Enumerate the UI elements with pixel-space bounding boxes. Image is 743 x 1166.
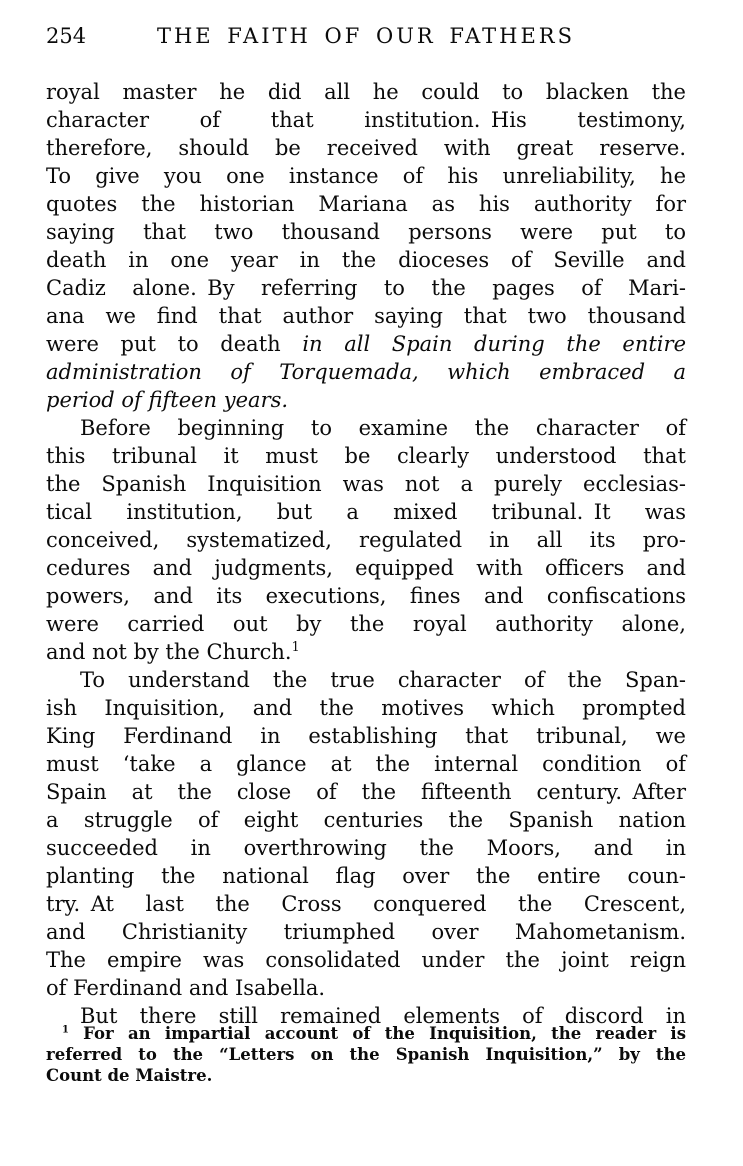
page-body: [46, 78, 686, 1030]
footnote-ref: 1: [62, 1024, 69, 1036]
body-line: [46, 190, 686, 218]
fn-line: [46, 1044, 686, 1065]
body-line: [46, 666, 686, 694]
body-line: [46, 386, 686, 414]
body-line: [46, 554, 686, 582]
body-line: [46, 358, 686, 386]
text-run: tical institution, but a mixed tribunal. It was: [46, 500, 686, 524]
body-line: [46, 946, 686, 974]
text-run: succeeded in overthrowing the Moors, and in: [46, 836, 686, 860]
text-run: a struggle of eight centuries the Spanish nation: [46, 808, 686, 832]
text-run: ish Inquisition, and the motives which prompted: [46, 696, 686, 720]
footnote-ref: 1: [291, 639, 300, 654]
body-line: [46, 750, 686, 778]
body-line: [46, 106, 686, 134]
text-run: King Ferdinand in establishing that tribunal, we: [46, 724, 686, 748]
text-run: character of that institution. His testimony,: [46, 108, 686, 132]
body-line: [46, 414, 686, 442]
text-run: The empire was consolidated under the joint reign: [46, 948, 686, 972]
text-run: Spain at the close of the fifteenth century. After: [46, 780, 686, 804]
body-line: [46, 442, 686, 470]
text-run: were put to death: [46, 332, 303, 356]
italic-text-run: period of fifteen years.: [46, 388, 289, 412]
body-line: [46, 162, 686, 190]
body-line: [46, 834, 686, 862]
text-run: quotes the historian Mariana as his authority for: [46, 192, 686, 216]
text-run: planting the national flag over the entire coun-: [46, 864, 686, 888]
body-line: [46, 218, 686, 246]
body-line: [46, 778, 686, 806]
body-line: [46, 246, 686, 274]
text-run: Cadiz alone. By referring to the pages of Mari-: [46, 276, 686, 300]
text-run: the Spanish Inquisition was not a purely ecclesias-: [46, 472, 686, 496]
text-run: saying that two thousand persons were put to: [46, 220, 686, 244]
text-run: Before beginning to examine the character of: [80, 416, 686, 440]
italic-text-run: in all Spain during the entire: [302, 332, 686, 356]
body-line: [46, 498, 686, 526]
running-title: THE FAITH OF OUR FATHERS: [156, 24, 575, 48]
body-line: [46, 890, 686, 918]
text-run: and Christianity triumphed over Mahometanism.: [46, 920, 686, 944]
fn-line: [46, 1065, 686, 1086]
body-line: [46, 638, 686, 666]
fn-line: [46, 1023, 686, 1044]
text-run: of Ferdinand and Isabella.: [46, 976, 326, 1000]
text-run: referred to the “Letters on the Spanish Inquisition,” by the: [46, 1045, 686, 1064]
body-line: [46, 918, 686, 946]
text-run: conceived, systematized, regulated in all its pro-: [46, 528, 686, 552]
body-line: [46, 806, 686, 834]
body-line: [46, 302, 686, 330]
body-line: [46, 582, 686, 610]
text-run: Count de Maistre.: [46, 1066, 213, 1085]
text-run: To give you one instance of his unreliability, he: [46, 164, 686, 188]
text-run: death in one year in the dioceses of Seville and: [46, 248, 686, 272]
text-run: ana we find that author saying that two thousand: [46, 304, 686, 328]
body-line: [46, 274, 686, 302]
text-run: powers, and its executions, fines and confiscations: [46, 584, 686, 608]
body-line: [46, 470, 686, 498]
body-line: [46, 78, 686, 106]
text-run: But there still remained elements of discord in: [80, 1004, 686, 1028]
page-header: [46, 22, 686, 50]
text-run: this tribunal it must be clearly understood that: [46, 444, 686, 468]
body-line: [46, 694, 686, 722]
body-line: [46, 330, 686, 358]
italic-text-run: administration of Torquemada, which embraced a: [46, 360, 686, 384]
text-run: For an impartial account of the Inquisition, the reader is: [68, 1024, 686, 1043]
body-line: [46, 974, 686, 1002]
body-line: [46, 610, 686, 638]
text-run: cedures and judgments, equipped with officers and: [46, 556, 686, 580]
text-run: and not by the Church.: [46, 640, 292, 664]
page-number: 254: [46, 24, 87, 48]
footnote: [46, 1023, 686, 1086]
text-run: royal master he did all he could to blacken the: [46, 80, 686, 104]
body-line: [46, 526, 686, 554]
body-line: [46, 722, 686, 750]
text-run: To understand the true character of the Span-: [80, 668, 686, 692]
text-run: must ‘take a glance at the internal condition of: [46, 752, 686, 776]
text-run: were carried out by the royal authority alone,: [46, 612, 686, 636]
text-run: therefore, should be received with great reserve.: [46, 136, 686, 160]
text-run: try. At last the Cross conquered the Crescent,: [46, 892, 686, 916]
body-line: [46, 862, 686, 890]
body-line: [46, 134, 686, 162]
